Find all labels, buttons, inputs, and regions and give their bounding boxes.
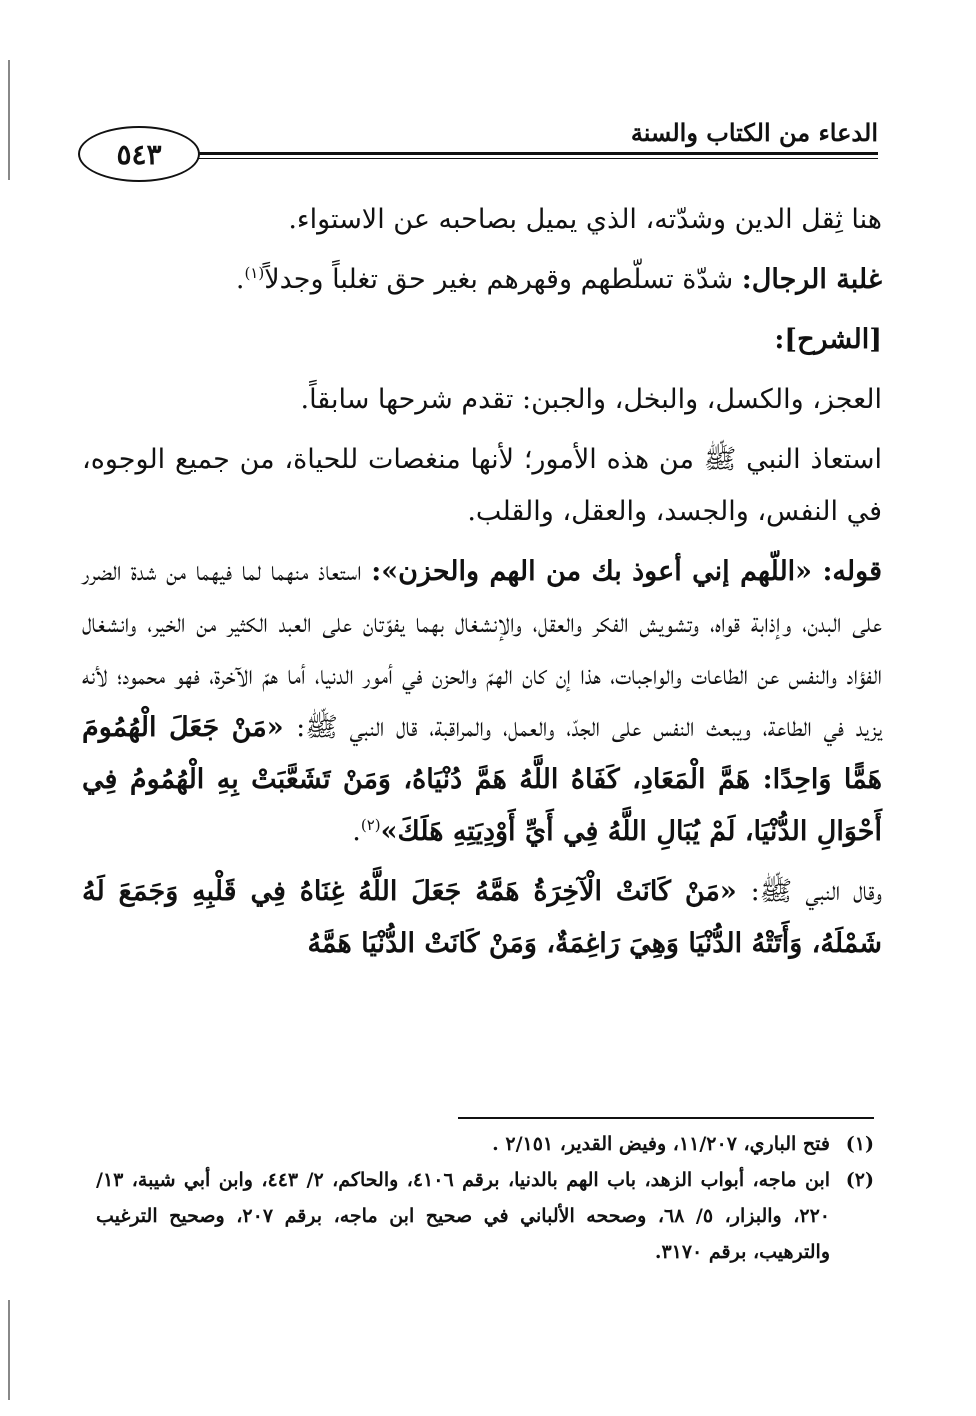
paragraph-2: غلبة الرجال: شدّة تسلّطهم وقهرهم بغير حق تغلباً وجدلاً$^{(١)}$.: [235, 264, 882, 295]
footnote-1-text: فتح الباري، ١١/٢٠٧، وفيض القدير، ٢/١٥١ .: [492, 1133, 830, 1155]
paragraph-2-text: شدّة تسلّطهم وقهرهم بغير حق تغلباً وجدلاً: [264, 264, 742, 295]
paragraph-4: العجز، والكسل، والبخل، والجبن: تقدم شرحها سابقاً.: [300, 384, 882, 415]
term-ghalabat-al-rijal: غلبة الرجال:: [741, 264, 882, 295]
paragraph-6-text: استعاذ منهما لما فيهما من شدة الضرر على البدن، وإذابة قواه، وتشويش الفكر والعقل، والإنشغال بهما يفوّتان على العبد الكثير من الخير، وانشغال الفؤاد والنفس عن الطاعات والواجبات، هذا إن كان الهمّ والحزن في أمور الدنيا، أما همّ الآخرة، فهو محمود؛ لأنه يزيد في الطاعة، ويبعث النفس على الجدّ، والعمل، والمراقبة، قال النبي ﷺ:: [82, 556, 882, 743]
footnote-ref-2[interactable]: (٢): [360, 816, 381, 834]
section-heading-sharh: [الشرح]:: [774, 324, 882, 355]
paragraph-6-lead: قوله: «اللّهم إني أعوذ بك من الهم والحزن»:: [371, 556, 882, 587]
paragraph-1: [82, 194, 882, 246]
hadith-1: «مَنْ جَعَلَ الْهُمُومَ هَمًّا وَاحِدًا: هَمَّ الْمَعَادِ، كَفَاهُ اللَّهُ هَمَّ دُنْيَاهُ، وَمَنْ تَشَعَّبَتْ بِهِ الْهُمُومُ فِي أَحْوَالِ الدُّنْيَا، لَمْ يُبَالِ اللَّهُ فِي أَيِّ أَوْدِيَتِهِ هَلَكَ»: [82, 712, 882, 847]
paragraph-1-text: هنا ثِقل الدين وشدّته، الذي يميل بصاحبه عن الاستواء.: [288, 204, 882, 235]
scan-margin-line-bottom: [8, 1300, 10, 1400]
footnote-2-text: ابن ماجه، أبواب الزهد، باب الهم بالدنيا، برقم ٤١٠٦، والحاكم، ٢/ ٤٤٣، وابن أبي شيبة، ١٣/ ٢٢٠، والبزار، ٥/ ٦٨، وصححه الألباني في صحيح ابن ماجه، برقم ٢٠٧، وصحيح الترغيب والترهيب، برقم ٣١٧٠.: [96, 1169, 831, 1263]
main-text: [82, 194, 882, 978]
footnote-ref-1[interactable]: (١): [244, 264, 265, 282]
paragraph-6: [82, 546, 882, 858]
paragraph-7-lead: وقال النبي ﷺ:: [750, 876, 882, 907]
paragraph-5: استعاذ النبي ﷺ من هذه الأمور؛ لأنها منغصات للحياة، من جميع الوجوه، في النفس، والجسد، والعقل، والقلب.: [82, 444, 882, 527]
running-title: الدعاء من الكتاب والسنة: [630, 118, 878, 147]
footnote-2-number: (٢): [845, 1169, 874, 1191]
header-rule-thin: [183, 158, 878, 159]
footnotes: [96, 1126, 874, 1270]
footnote-separator: [458, 1117, 874, 1119]
scan-margin-line-top: [8, 60, 10, 180]
footnote-1-number: (١): [845, 1133, 874, 1155]
page-number: ٥٤٣: [78, 126, 200, 182]
page-header: [78, 112, 878, 192]
paragraph-6-end: .: [352, 816, 361, 847]
footnote-2: [96, 1162, 874, 1270]
header-rule-thick: [183, 152, 878, 155]
hadith-2: «مَنْ كَانَتْ الْآخِرَةُ هَمَّهُ جَعَلَ اللَّهُ غِنَاهُ فِي قَلْبِهِ وَجَمَعَ لَهُ شَمْلَهُ، وَأَتَتْهُ الدُّنْيَا وَهِيَ رَاغِمَةٌ، وَمَنْ كَانَتْ الدُّنْيَا هَمَّهُ: [82, 876, 882, 959]
footnote-1: [96, 1126, 874, 1162]
paragraph-7: [82, 866, 882, 970]
